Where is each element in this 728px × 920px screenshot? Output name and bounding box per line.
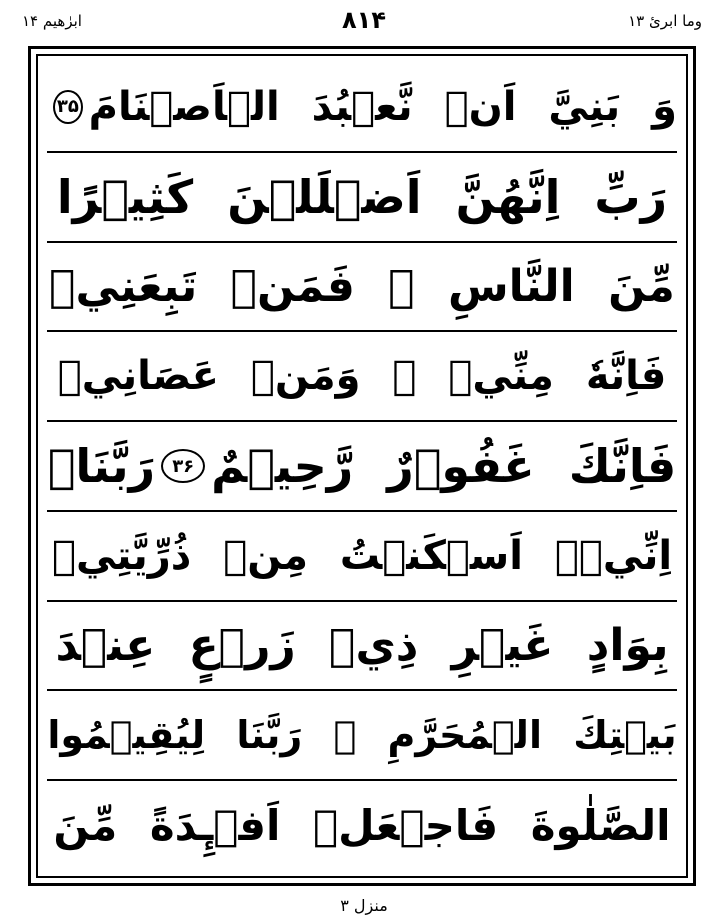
ayah-number-marker: ۳۶ (161, 449, 205, 483)
line-text: بَيۡتِكَ الۡمُحَرَّمِ ۙ رَبَّنَا لِيُقِيۡمُوا (47, 713, 677, 758)
line-text: فَاِنَّكَ غَفُوۡرٌ رَّحِيۡمٌ (211, 439, 677, 494)
page-number: ۸۱۴ (342, 6, 386, 34)
line-text: رَبِّ اِنَّهُنَّ اَضۡلَلۡنَ كَثِيۡرًا (56, 169, 668, 224)
line-text: بِوَادٍ غَيۡرِ ذِيۡ زَرۡعٍ عِنۡدَ (55, 620, 669, 672)
line-text: مِّنَ النَّاسِ ۚ فَمَنۡ تَبِعَنِيۡ (49, 260, 675, 312)
text-line-1 (47, 63, 677, 153)
line-text: اِنِّيۡۤ اَسۡكَنۡتُ مِنۡ ذُرِّيَّتِيۡ (51, 532, 673, 579)
text-line-8 (47, 691, 677, 781)
text-line-4 (47, 332, 677, 422)
page-header (0, 6, 728, 40)
ayah-number-marker: ۳۵ (53, 90, 83, 124)
text-line-3 (47, 243, 677, 333)
text-line-5 (47, 422, 677, 512)
page-frame (28, 46, 696, 886)
line-text: الصَّلٰوةَ فَاجۡعَلۡ اَفۡـِٕدَةً مِّنَ (53, 800, 671, 850)
line-text: فَاِنَّهٗ مِنِّيۡ ۚ وَمَنۡ عَصَانِيۡ (57, 353, 667, 400)
para-name: وما ابرئ ۱۳ (628, 12, 702, 30)
text-lines (47, 63, 677, 869)
manzil-label: منزل ۳ (340, 896, 388, 915)
line-text-after: رَبَّنَاۤ (47, 439, 156, 494)
text-line-7 (47, 602, 677, 692)
text-line-2 (47, 153, 677, 243)
text-line-6 (47, 512, 677, 602)
text-line-9 (47, 781, 677, 869)
line-text: وَ بَنِيَّ اَنۡ نَّعۡبُدَ الۡاَصۡنَامَ (88, 83, 677, 130)
surah-name: ابرٰھیم ۱۴ (22, 12, 82, 30)
